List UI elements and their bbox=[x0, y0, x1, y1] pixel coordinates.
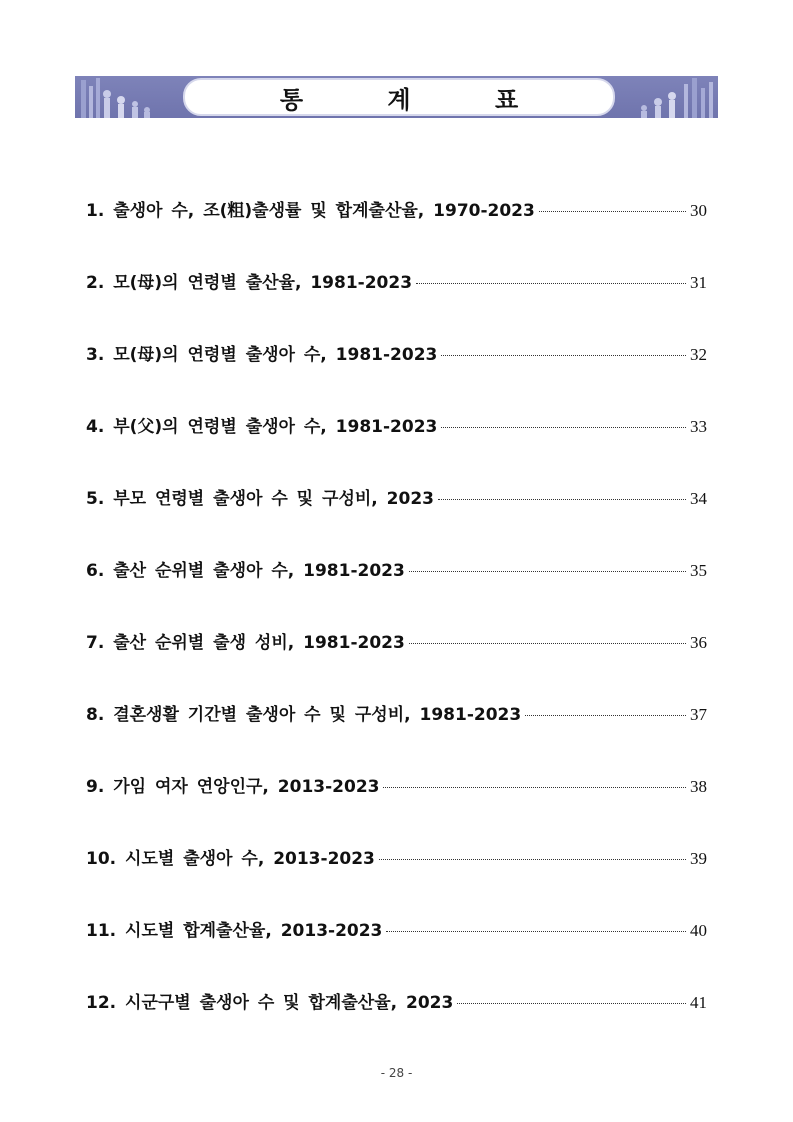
toc-entry[interactable] bbox=[86, 628, 707, 700]
toc-entry[interactable] bbox=[86, 268, 707, 340]
toc-entry-label: 1. 출생아 수, 조(粗)출생률 및 합계출산율, 1970-2023 bbox=[86, 201, 535, 221]
toc-entry[interactable] bbox=[86, 988, 707, 1060]
toc-entry-label: 11. 시도별 합계출산율, 2013-2023 bbox=[86, 921, 383, 941]
toc-entry[interactable] bbox=[86, 412, 707, 484]
table-of-contents bbox=[86, 196, 707, 1060]
dot-leader bbox=[379, 859, 686, 860]
toc-entry-page: 36 bbox=[690, 633, 707, 652]
toc-entry-label: 10. 시도별 출생아 수, 2013-2023 bbox=[86, 849, 375, 869]
dot-leader bbox=[409, 571, 686, 572]
toc-entry-page: 32 bbox=[690, 345, 707, 364]
toc-entry[interactable] bbox=[86, 484, 707, 556]
dot-leader bbox=[409, 643, 686, 644]
toc-entry-label: 12. 시군구별 출생아 수 및 합계출산율, 2023 bbox=[86, 993, 454, 1013]
dot-leader bbox=[441, 355, 686, 356]
bar-chart-decoration-icon bbox=[608, 76, 718, 118]
toc-entry-label: 8. 결혼생활 기간별 출생아 수 및 구성비, 1981-2023 bbox=[86, 705, 522, 725]
toc-entry[interactable] bbox=[86, 700, 707, 772]
dot-leader bbox=[441, 427, 686, 428]
title-pill bbox=[183, 78, 615, 116]
toc-entry-label: 7. 출산 순위별 출생 성비, 1981-2023 bbox=[86, 633, 405, 653]
toc-entry-page: 34 bbox=[690, 489, 707, 508]
toc-entry-label: 9. 가임 여자 연앙인구, 2013-2023 bbox=[86, 777, 380, 797]
page-title: 통 계 표 bbox=[279, 85, 557, 114]
toc-entry[interactable] bbox=[86, 916, 707, 988]
toc-entry-page: 37 bbox=[690, 705, 707, 724]
dot-leader bbox=[438, 499, 686, 500]
toc-entry-label: 4. 부(父)의 연령별 출생아 수, 1981-2023 bbox=[86, 417, 438, 437]
dot-leader bbox=[386, 931, 686, 932]
toc-entry-page: 41 bbox=[690, 993, 707, 1012]
bar-chart-decoration-icon bbox=[75, 76, 185, 118]
dot-leader bbox=[539, 211, 686, 212]
dot-leader bbox=[383, 787, 686, 788]
toc-entry-page: 38 bbox=[690, 777, 707, 796]
toc-entry-page: 33 bbox=[690, 417, 707, 436]
toc-entry[interactable] bbox=[86, 772, 707, 844]
toc-entry-page: 40 bbox=[690, 921, 707, 940]
toc-entry[interactable] bbox=[86, 196, 707, 268]
toc-entry-page: 30 bbox=[690, 201, 707, 220]
toc-entry[interactable] bbox=[86, 340, 707, 412]
toc-entry-page: 39 bbox=[690, 849, 707, 868]
dot-leader bbox=[416, 283, 686, 284]
toc-entry-label: 3. 모(母)의 연령별 출생아 수, 1981-2023 bbox=[86, 345, 438, 365]
dot-leader bbox=[525, 715, 686, 716]
page-number: - 28 - bbox=[380, 1066, 413, 1080]
toc-entry-page: 31 bbox=[690, 273, 707, 292]
section-banner bbox=[75, 76, 718, 118]
toc-entry-label: 6. 출산 순위별 출생아 수, 1981-2023 bbox=[86, 561, 405, 581]
dot-leader bbox=[457, 1003, 686, 1004]
toc-entry[interactable] bbox=[86, 556, 707, 628]
toc-entry-label: 2. 모(母)의 연령별 출산율, 1981-2023 bbox=[86, 273, 413, 293]
toc-entry[interactable] bbox=[86, 844, 707, 916]
toc-entry-label: 5. 부모 연령별 출생아 수 및 구성비, 2023 bbox=[86, 489, 434, 509]
toc-entry-page: 35 bbox=[690, 561, 707, 580]
